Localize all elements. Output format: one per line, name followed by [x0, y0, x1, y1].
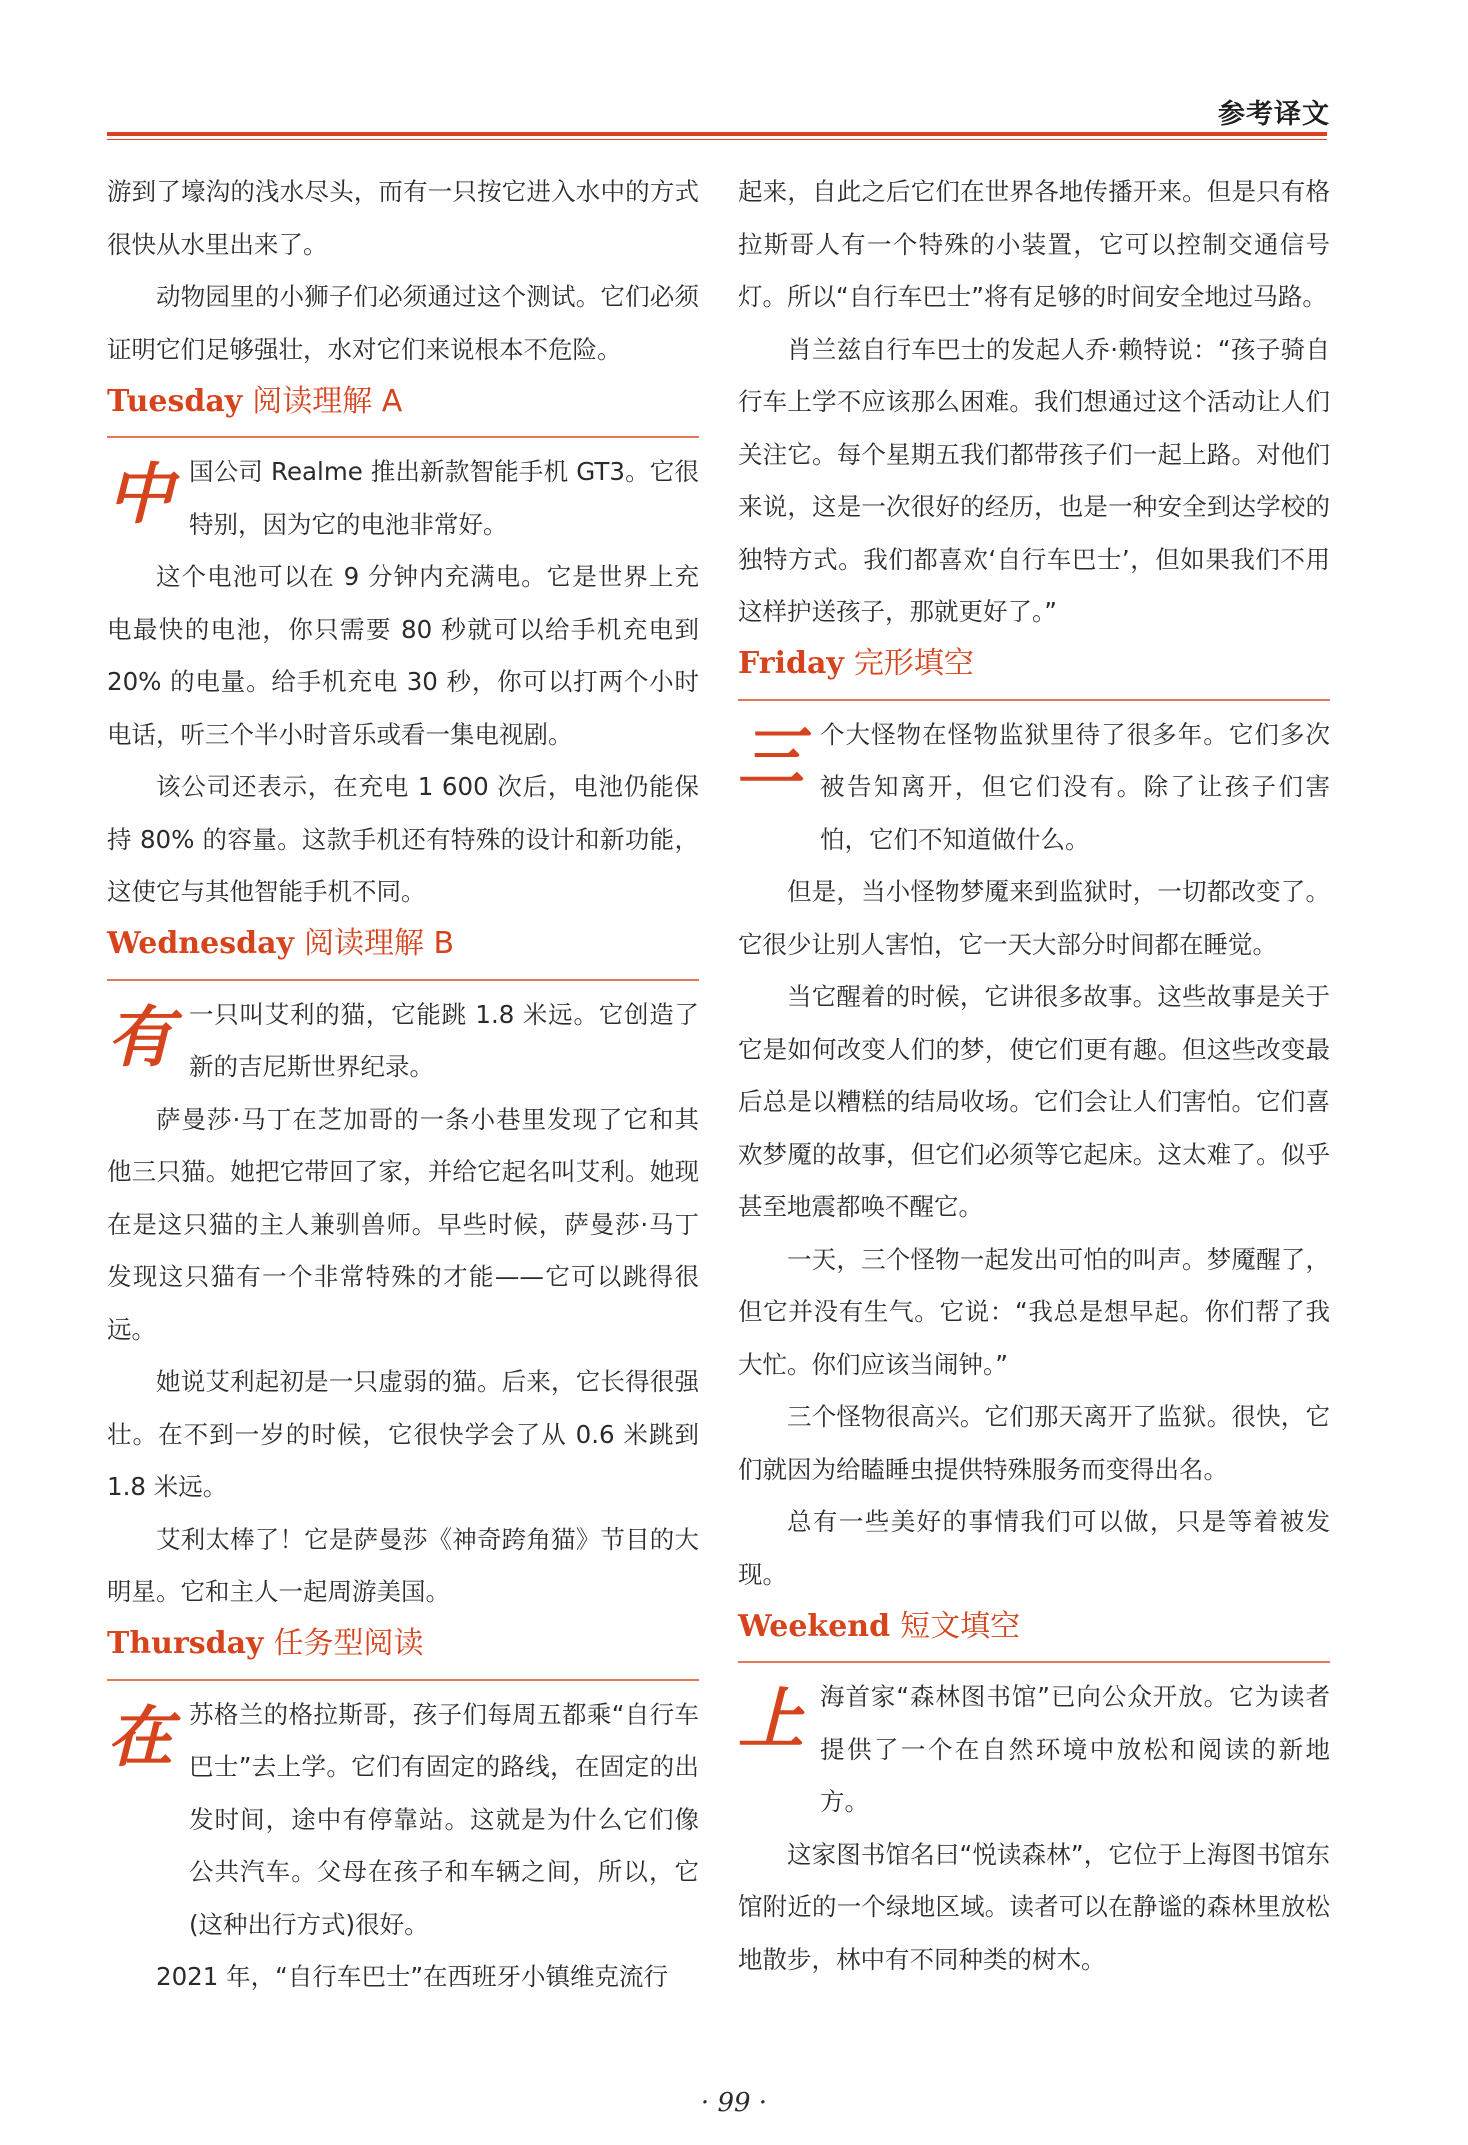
paragraph: 三个怪物很高兴。它们那天离开了监狱。很快，它们就因为给瞌睡虫提供特殊服务而变得出名。	[738, 1402, 1330, 1484]
section-heading-tuesday	[107, 380, 699, 438]
section-heading-weekend	[738, 1605, 1330, 1663]
dropcap-paragraph	[107, 446, 699, 551]
section-type: 完形填空	[853, 646, 974, 681]
section-day: Friday	[738, 646, 844, 681]
paragraph: 肖兰兹自行车巴士的发起人乔·赖特说：“孩子骑自行车上学不应该那么困难。我们想通过这个活动让人们关注它。每个星期五我们都带孩子们一起上路。对他们来说，这是一次很好的经历，也是一种安全到达学校的独特方式。我们都喜欢‘自行车巴士’，但如果我们不用这样护送孩子，那就更好了。”	[738, 334, 1330, 626]
paragraph: 她说艾利起初是一只虚弱的猫。后来，它长得很强壮。在不到一岁的时候，它很快学会了从 0.6 米跳到 1.8 米远。	[107, 1367, 699, 1501]
section-type: 任务型阅读	[273, 1626, 424, 1661]
section-day: Wednesday	[107, 926, 294, 961]
section-type: 阅读理解 B	[303, 926, 455, 961]
paragraph: 一天，三个怪物一起发出可怕的叫声。梦魇醒了，但它并没有生气。它说：“我总是想早起。你们帮了我大忙。你们应该当闹钟。”	[738, 1244, 1330, 1379]
dropcap-paragraph	[107, 989, 699, 1094]
paragraph: 该公司还表示，在充电 1 600 次后，电池仍能保持 80% 的容量。这款手机还有特殊的设计和新功能，这使它与其他智能手机不同。	[107, 772, 699, 906]
dropcap-paragraph	[738, 1671, 1330, 1829]
section-heading-thursday	[107, 1623, 699, 1681]
paragraph: 海首家“森林图书馆”已向公众开放。它为读者提供了一个在自然环境中放松和阅读的新地方。	[820, 1682, 1330, 1816]
paragraph: 当它醒着的时候，它讲很多故事。这些故事是关于它是如何改变人们的梦，使它们更有趣。但这些改变最后总是以糟糕的结局收场。它们会让人们害怕。它们喜欢梦魇的故事，但它们必须等它起床。这太难了。似乎甚至地震都唤不醒它。	[738, 982, 1330, 1221]
section-heading-wednesday	[107, 923, 699, 981]
paragraph: 苏格兰的格拉斯哥，孩子们每周五都乘“自行车巴士”去上学。它们有固定的路线，在固定的出发时间，途中有停靠站。这就是为什么它们像公共汽车。父母在孩子和车辆之间，所以，它(这种出行方式)很好。	[189, 1699, 699, 1939]
drop-cap: 上	[738, 1680, 804, 1758]
paragraph: 这家图书馆名曰“悦读森林”，它位于上海图书馆东馆附近的一个绿地区域。读者可以在静谧的森林里放松地散步，林中有不同种类的树木。	[738, 1839, 1330, 1974]
paragraph: 一只叫艾利的猫，它能跳 1.8 米远。它创造了新的吉尼斯世界纪录。	[189, 999, 699, 1081]
header-rule	[107, 132, 1327, 136]
section-day: Tuesday	[107, 383, 243, 419]
section-type: 阅读理解 A	[252, 383, 403, 419]
paragraph: 这个电池可以在 9 分钟内充满电。它是世界上充电最快的电池，你只需要 80 秒就可以给手机充电到 20% 的电量。给手机充电 30 秒，你可以打两个小时电话，听三个半小时音乐或看一集电视剧。	[107, 562, 699, 749]
paragraph: 总有一些美好的事情我们可以做，只是等着被发现。	[738, 1507, 1330, 1589]
paragraph: 但是，当小怪物梦魇来到监狱时，一切都改变了。它很少让别人害怕，它一天大部分时间都在睡觉。	[738, 877, 1330, 959]
drop-cap: 有	[107, 997, 173, 1076]
paragraph: 个大怪物在怪物监狱里待了很多年。它们多次被告知离开，但它们没有。除了让孩子们害怕，它们不知道做什么。	[820, 719, 1330, 854]
section-type: 短文填空	[900, 1608, 1021, 1644]
paragraph: 动物园里的小狮子们必须通过这个测试。它们必须证明它们足够强壮，水对它们来说根本不危险。	[107, 282, 699, 364]
drop-cap: 中	[107, 455, 173, 533]
paragraph: 游到了壕沟的浅水尽头，而有一只按它进入水中的方式很快从水里出来了。	[107, 177, 699, 259]
left-column	[107, 166, 699, 2004]
paragraph: 起来，自此之后它们在世界各地传播开来。但是只有格拉斯哥人有一个特殊的小装置，它可以控制交通信号灯。所以“自行车巴士”将有足够的时间安全地过马路。	[738, 177, 1330, 311]
page-number: · 99 ·	[700, 2088, 768, 2118]
section-heading-friday	[738, 643, 1330, 701]
paragraph: 国公司 Realme 推出新款智能手机 GT3。它很特别，因为它的电池非常好。	[189, 457, 699, 539]
drop-cap: 在	[107, 1697, 173, 1776]
section-day: Thursday	[107, 1626, 264, 1661]
dropcap-paragraph	[107, 1689, 699, 1952]
paragraph: 2021 年，“自行车巴士”在西班牙小镇维克流行	[156, 1962, 669, 1991]
drop-cap: 三	[738, 717, 804, 796]
header-rule-thin	[107, 139, 1327, 140]
paragraph: 艾利太棒了！它是萨曼莎《神奇跨角猫》节目的大明星。它和主人一起周游美国。	[107, 1524, 699, 1606]
right-column	[738, 166, 1330, 1986]
paragraph: 萨曼莎·马丁在芝加哥的一条小巷里发现了它和其他三只猫。她把它带回了家，并给它起名叫艾利。她现在是这只猫的主人兼驯兽师。早些时候，萨曼莎·马丁发现这只猫有一个非常特殊的才能——它可以跳得很远。	[107, 1104, 699, 1344]
dropcap-paragraph	[738, 709, 1330, 867]
section-day: Weekend	[738, 1608, 891, 1644]
header-title: 参考译文	[1218, 99, 1330, 130]
